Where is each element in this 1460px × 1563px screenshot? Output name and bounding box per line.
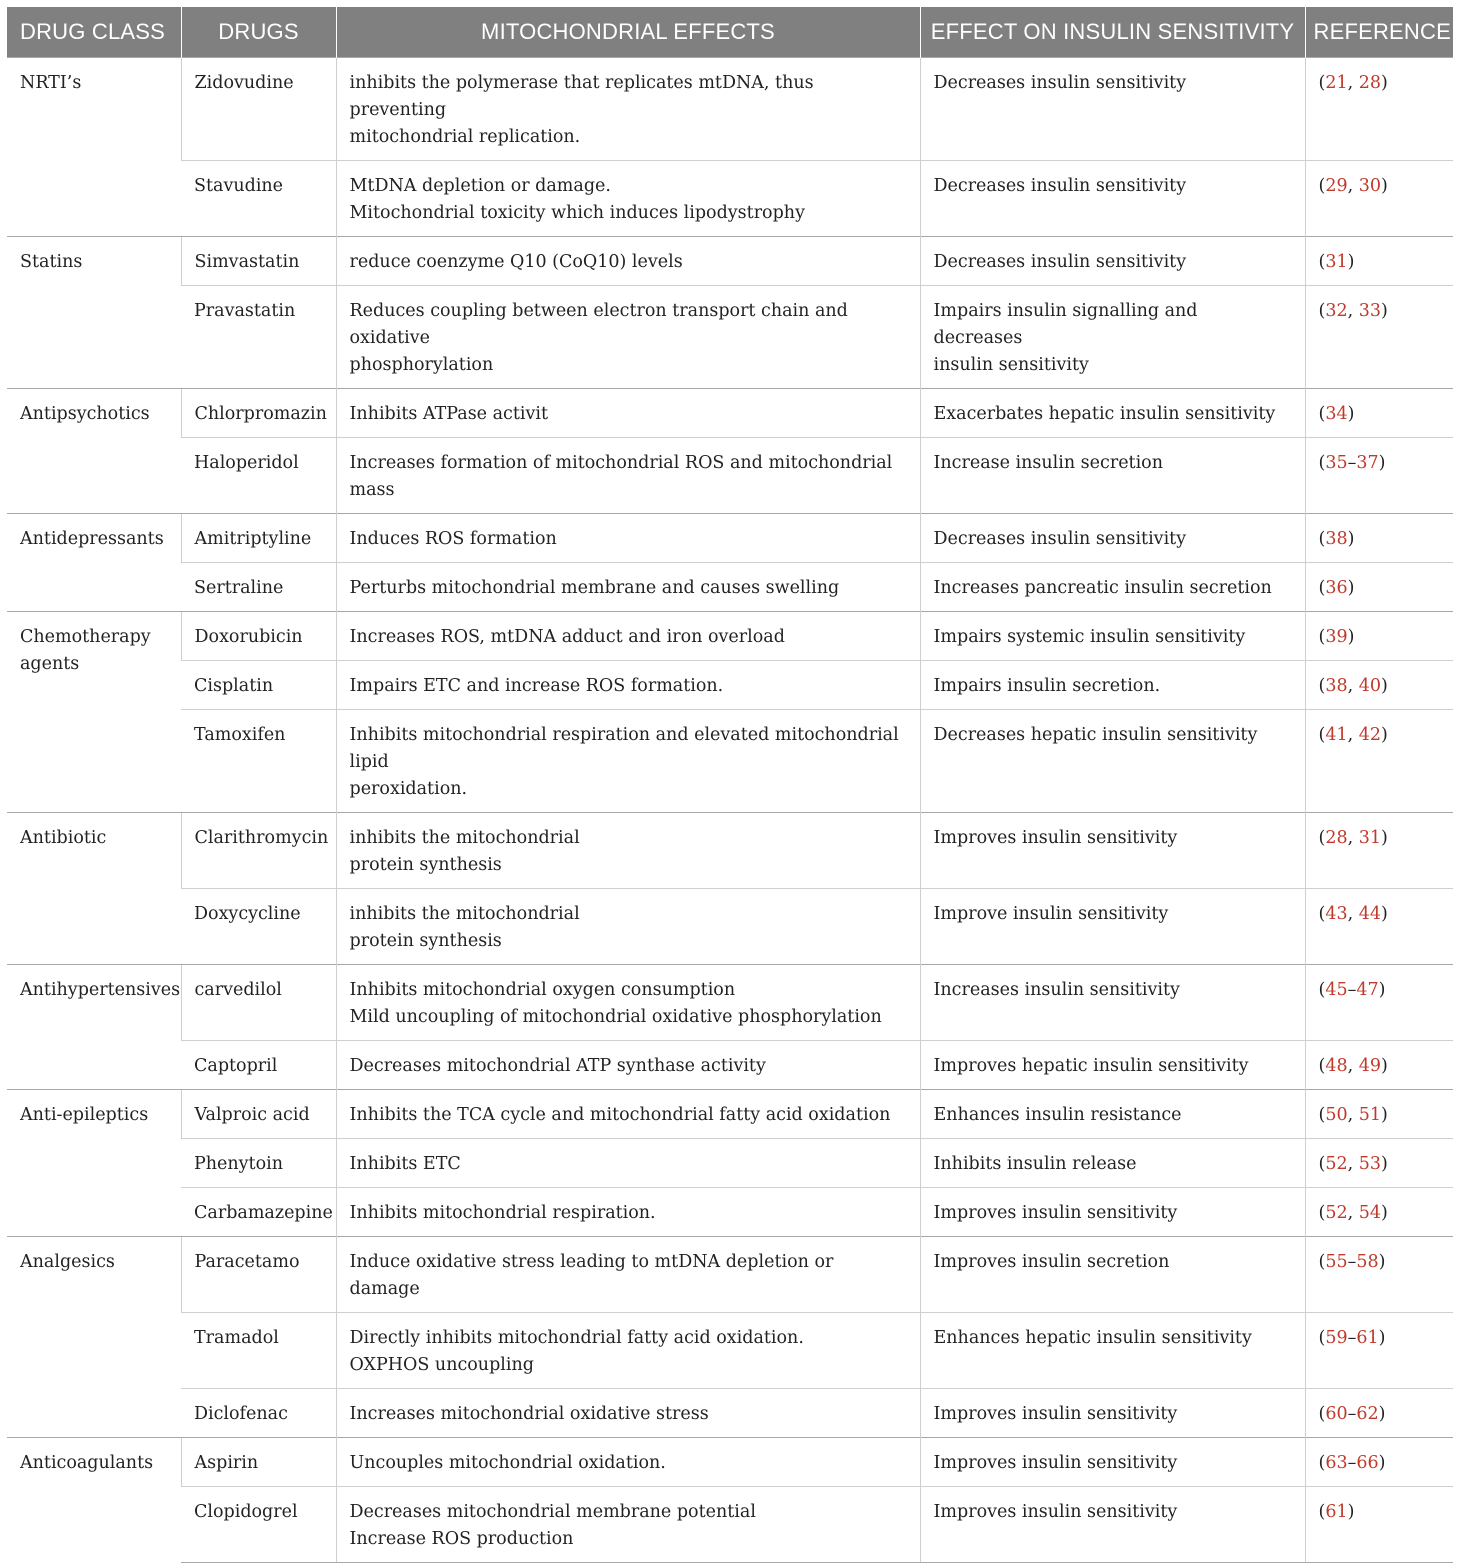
effect-line: Increase ROS production bbox=[349, 1529, 574, 1549]
reference-link[interactable]: 31 bbox=[1358, 828, 1382, 848]
reference-link[interactable]: 51 bbox=[1358, 1105, 1382, 1125]
table-row bbox=[7, 438, 1453, 514]
table-row bbox=[7, 965, 1453, 1041]
reference-link[interactable]: 66 bbox=[1356, 1453, 1379, 1473]
table-row bbox=[7, 58, 1453, 161]
effect-line: mitochondrial replication. bbox=[349, 127, 581, 147]
insulin-effect-cell bbox=[920, 1313, 1305, 1389]
reference-link[interactable]: 41 bbox=[1325, 725, 1348, 745]
insulin-effect-cell bbox=[920, 563, 1305, 612]
insulin-effect-cell bbox=[920, 1139, 1305, 1188]
drug-name-cell: Cisplatin bbox=[181, 661, 336, 710]
effect-line: phosphorylation bbox=[349, 355, 494, 375]
reference-link[interactable]: 43 bbox=[1325, 904, 1348, 924]
insulin-effect-line: Enhances hepatic insulin sensitivity bbox=[933, 1328, 1252, 1348]
reference-separator: , bbox=[1347, 1203, 1359, 1223]
reference-cell: (35–37) bbox=[1305, 438, 1453, 514]
drug-name-cell: Haloperidol bbox=[181, 438, 336, 514]
insulin-effect-line: Increase insulin secretion bbox=[933, 453, 1163, 473]
reference-cell: (38) bbox=[1305, 514, 1453, 563]
effect-line: Inhibits mitochondrial oxygen consumption bbox=[349, 980, 736, 1000]
insulin-effect-cell bbox=[920, 1487, 1305, 1563]
reference-link[interactable]: 38 bbox=[1325, 676, 1348, 696]
effect-line: Inhibits mitochondrial respiration and elevated mitochondrial lipid bbox=[349, 725, 899, 772]
reference-separator: – bbox=[1347, 1252, 1357, 1272]
reference-link[interactable]: 50 bbox=[1325, 1105, 1348, 1125]
reference-separator: – bbox=[1347, 1404, 1357, 1424]
mitochondrial-effects-cell bbox=[336, 1237, 920, 1313]
reference-link[interactable]: 59 bbox=[1325, 1328, 1348, 1348]
drug-class-cell: Chemotherapy agents bbox=[7, 612, 181, 813]
reference-cell: (39) bbox=[1305, 612, 1453, 661]
reference-link[interactable]: 38 bbox=[1325, 529, 1348, 549]
mitochondrial-effects-cell bbox=[336, 1389, 920, 1438]
reference-link[interactable]: 45 bbox=[1325, 980, 1348, 1000]
reference-link[interactable]: 39 bbox=[1325, 627, 1348, 647]
reference-link[interactable]: 28 bbox=[1325, 828, 1348, 848]
reference-cell: (28, 31) bbox=[1305, 813, 1453, 889]
reference-link[interactable]: 55 bbox=[1325, 1252, 1348, 1272]
effect-line: protein synthesis bbox=[349, 855, 502, 875]
table-row bbox=[7, 1487, 1453, 1563]
effect-line: Perturbs mitochondrial membrane and causes swelling bbox=[349, 578, 840, 598]
table-row bbox=[7, 389, 1453, 438]
reference-separator: – bbox=[1347, 980, 1357, 1000]
mitochondrial-effects-cell bbox=[336, 1313, 920, 1389]
reference-separator: , bbox=[1347, 828, 1359, 848]
table-row bbox=[7, 1313, 1453, 1389]
drug-name-cell: Clarithromycin bbox=[181, 813, 336, 889]
drug-name-cell: Valproic acid bbox=[181, 1090, 336, 1139]
reference-cell: (60–62) bbox=[1305, 1389, 1453, 1438]
reference-separator: – bbox=[1347, 1328, 1357, 1348]
table-row bbox=[7, 813, 1453, 889]
reference-separator: , bbox=[1347, 676, 1359, 696]
drug-name-cell: carvedilol bbox=[181, 965, 336, 1041]
effect-line: Inhibits mitochondrial respiration. bbox=[349, 1203, 656, 1223]
reference-cell: (50, 51) bbox=[1305, 1090, 1453, 1139]
reference-link[interactable]: 40 bbox=[1358, 676, 1382, 696]
reference-cell: (55–58) bbox=[1305, 1237, 1453, 1313]
reference-link[interactable]: 52 bbox=[1325, 1154, 1348, 1174]
reference-cell: (43, 44) bbox=[1305, 889, 1453, 965]
table-row bbox=[7, 1237, 1453, 1313]
drug-mitochondria-table bbox=[7, 7, 1453, 1563]
drug-name-cell: Tramadol bbox=[181, 1313, 336, 1389]
insulin-effect-cell bbox=[920, 286, 1305, 389]
drug-name-cell: Diclofenac bbox=[181, 1389, 336, 1438]
reference-link[interactable]: 53 bbox=[1358, 1154, 1382, 1174]
table-header-row bbox=[7, 7, 1453, 58]
drug-class-cell: Antibiotic bbox=[7, 813, 181, 965]
reference-separator: – bbox=[1347, 1453, 1357, 1473]
drug-name-cell: Aspirin bbox=[181, 1438, 336, 1487]
reference-cell: (45–47) bbox=[1305, 965, 1453, 1041]
insulin-effect-cell bbox=[920, 1041, 1305, 1090]
insulin-effect-cell bbox=[920, 813, 1305, 889]
insulin-effect-line: Decreases insulin sensitivity bbox=[933, 176, 1187, 196]
reference-cell: (21, 28) bbox=[1305, 58, 1453, 161]
drug-name-cell: Pravastatin bbox=[181, 286, 336, 389]
table-row bbox=[7, 563, 1453, 612]
reference-separator: , bbox=[1347, 176, 1359, 196]
reference-link[interactable]: 35 bbox=[1325, 453, 1348, 473]
reference-cell: (59–61) bbox=[1305, 1313, 1453, 1389]
reference-cell: (38, 40) bbox=[1305, 661, 1453, 710]
effect-line: Mitochondrial toxicity which induces lipodystrophy bbox=[349, 203, 805, 223]
effect-line: Directly inhibits mitochondrial fatty acid oxidation. bbox=[349, 1328, 804, 1348]
reference-cell: (52, 53) bbox=[1305, 1139, 1453, 1188]
reference-separator: , bbox=[1347, 904, 1359, 924]
reference-link[interactable]: 63 bbox=[1325, 1453, 1348, 1473]
insulin-effect-line: Improve insulin sensitivity bbox=[933, 904, 1169, 924]
reference-cell: (52, 54) bbox=[1305, 1188, 1453, 1237]
effect-line: Reduces coupling between electron transport chain and oxidative bbox=[349, 301, 848, 348]
insulin-effect-cell bbox=[920, 1237, 1305, 1313]
drug-name-cell: Amitriptyline bbox=[181, 514, 336, 563]
insulin-effect-line: Impairs insulin secretion. bbox=[933, 676, 1161, 696]
drug-class-cell: NRTI’s bbox=[7, 58, 181, 237]
header-reference: REFERENCE bbox=[1305, 7, 1453, 58]
table-row bbox=[7, 889, 1453, 965]
reference-cell: (32, 33) bbox=[1305, 286, 1453, 389]
reference-separator: , bbox=[1347, 73, 1359, 93]
mitochondrial-effects-cell bbox=[336, 965, 920, 1041]
insulin-effect-line: Improves insulin sensitivity bbox=[933, 1203, 1178, 1223]
reference-link[interactable]: 29 bbox=[1325, 176, 1348, 196]
effect-line: Inhibits the TCA cycle and mitochondrial fatty acid oxidation bbox=[349, 1105, 891, 1125]
mitochondrial-effects-cell bbox=[336, 1188, 920, 1237]
reference-cell: (31) bbox=[1305, 237, 1453, 286]
effect-line: inhibits the polymerase that replicates mtDNA, thus preventing bbox=[349, 73, 814, 120]
reference-link[interactable]: 47 bbox=[1356, 980, 1379, 1000]
header-mitochondrial-effects: MITOCHONDRIAL EFFECTS bbox=[336, 7, 920, 58]
mitochondrial-effects-cell bbox=[336, 514, 920, 563]
effect-line: protein synthesis bbox=[349, 931, 502, 951]
table-row bbox=[7, 661, 1453, 710]
table-row bbox=[7, 514, 1453, 563]
effect-line: Inhibits ETC bbox=[349, 1154, 461, 1174]
drug-name-cell: Chlorpromazin bbox=[181, 389, 336, 438]
mitochondrial-effects-cell bbox=[336, 661, 920, 710]
insulin-effect-line: Improves insulin sensitivity bbox=[933, 828, 1178, 848]
reference-link[interactable]: 42 bbox=[1358, 725, 1382, 745]
effect-line: peroxidation. bbox=[349, 779, 468, 799]
drug-class-cell: Antihypertensives bbox=[7, 965, 181, 1090]
reference-link[interactable]: 62 bbox=[1356, 1404, 1379, 1424]
effect-line: Increases mitochondrial oxidative stress bbox=[349, 1404, 709, 1424]
drug-name-cell: Doxorubicin bbox=[181, 612, 336, 661]
table-row bbox=[7, 1041, 1453, 1090]
reference-link[interactable]: 58 bbox=[1356, 1252, 1379, 1272]
reference-link[interactable]: 60 bbox=[1325, 1404, 1348, 1424]
insulin-effect-line: Increases insulin sensitivity bbox=[933, 980, 1180, 1000]
mitochondrial-effects-cell bbox=[336, 286, 920, 389]
insulin-effect-line: Improves insulin secretion bbox=[933, 1252, 1170, 1272]
reference-link[interactable]: 28 bbox=[1358, 73, 1382, 93]
effect-line: Increases ROS, mtDNA adduct and iron overload bbox=[349, 627, 785, 647]
table-row bbox=[7, 161, 1453, 237]
reference-link[interactable]: 52 bbox=[1325, 1203, 1348, 1223]
effect-line: inhibits the mitochondrial bbox=[349, 904, 580, 924]
effect-line: Decreases mitochondrial ATP synthase activity bbox=[349, 1056, 766, 1076]
drug-name-cell: Paracetamo bbox=[181, 1237, 336, 1313]
drug-class-cell: Antidepressants bbox=[7, 514, 181, 612]
mitochondrial-effects-cell bbox=[336, 612, 920, 661]
drug-class-cell: Anti-epileptics bbox=[7, 1090, 181, 1237]
insulin-effect-line: Inhibits insulin release bbox=[933, 1154, 1137, 1174]
insulin-effect-cell bbox=[920, 389, 1305, 438]
mitochondrial-effects-cell bbox=[336, 563, 920, 612]
drug-name-cell: Zidovudine bbox=[181, 58, 336, 161]
drug-name-cell: Carbamazepine bbox=[181, 1188, 336, 1237]
reference-link[interactable]: 34 bbox=[1325, 404, 1348, 424]
insulin-effect-line: Decreases insulin sensitivity bbox=[933, 73, 1187, 93]
drug-table-container bbox=[7, 7, 1453, 1563]
mitochondrial-effects-cell bbox=[336, 58, 920, 161]
header-insulin-effect: EFFECT ON INSULIN SENSITIVITY bbox=[920, 7, 1305, 58]
insulin-effect-cell bbox=[920, 1090, 1305, 1139]
insulin-effect-line: insulin sensitivity bbox=[933, 355, 1089, 375]
table-body bbox=[7, 58, 1453, 1563]
drug-name-cell: Tamoxifen bbox=[181, 710, 336, 813]
insulin-effect-cell bbox=[920, 889, 1305, 965]
insulin-effect-cell bbox=[920, 438, 1305, 514]
insulin-effect-line: Decreases insulin sensitivity bbox=[933, 529, 1187, 549]
table-row bbox=[7, 1188, 1453, 1237]
table-row bbox=[7, 286, 1453, 389]
reference-cell: (63–66) bbox=[1305, 1438, 1453, 1487]
reference-separator: , bbox=[1347, 1056, 1359, 1076]
insulin-effect-line: Impairs systemic insulin sensitivity bbox=[933, 627, 1246, 647]
mitochondrial-effects-cell bbox=[336, 1041, 920, 1090]
insulin-effect-line: Improves insulin sensitivity bbox=[933, 1453, 1178, 1473]
insulin-effect-cell bbox=[920, 612, 1305, 661]
reference-cell: (36) bbox=[1305, 563, 1453, 612]
insulin-effect-line: Enhances insulin resistance bbox=[933, 1105, 1182, 1125]
drug-class-cell: Antipsychotics bbox=[7, 389, 181, 514]
insulin-effect-cell bbox=[920, 161, 1305, 237]
effect-line: Mild uncoupling of mitochondrial oxidative phosphorylation bbox=[349, 1007, 882, 1027]
insulin-effect-cell bbox=[920, 965, 1305, 1041]
drug-name-cell: Simvastatin bbox=[181, 237, 336, 286]
effect-line: Induce oxidative stress leading to mtDNA depletion or damage bbox=[349, 1252, 834, 1299]
effect-line: Inhibits ATPase activit bbox=[349, 404, 548, 424]
reference-link[interactable]: 61 bbox=[1325, 1502, 1348, 1522]
effect-line: inhibits the mitochondrial bbox=[349, 828, 580, 848]
reference-link[interactable]: 30 bbox=[1358, 176, 1382, 196]
reference-link[interactable]: 37 bbox=[1356, 453, 1379, 473]
reference-cell: (41, 42) bbox=[1305, 710, 1453, 813]
insulin-effect-cell bbox=[920, 58, 1305, 161]
reference-cell: (48, 49) bbox=[1305, 1041, 1453, 1090]
effect-line: Induces ROS formation bbox=[349, 529, 557, 549]
insulin-effect-line: Decreases insulin sensitivity bbox=[933, 252, 1187, 272]
insulin-effect-cell bbox=[920, 710, 1305, 813]
mitochondrial-effects-cell bbox=[336, 237, 920, 286]
table-row bbox=[7, 612, 1453, 661]
effect-line: Impairs ETC and increase ROS formation. bbox=[349, 676, 724, 696]
header-drug-class: DRUG CLASS bbox=[7, 7, 181, 58]
reference-link[interactable]: 61 bbox=[1356, 1328, 1379, 1348]
insulin-effect-cell bbox=[920, 661, 1305, 710]
table-row bbox=[7, 237, 1453, 286]
reference-link[interactable]: 32 bbox=[1325, 301, 1348, 321]
insulin-effect-line: Increases pancreatic insulin secretion bbox=[933, 578, 1272, 598]
insulin-effect-line: Improves insulin sensitivity bbox=[933, 1404, 1178, 1424]
mitochondrial-effects-cell bbox=[336, 1487, 920, 1563]
reference-cell: (61) bbox=[1305, 1487, 1453, 1563]
effect-line: OXPHOS uncoupling bbox=[349, 1355, 534, 1375]
reference-separator: , bbox=[1347, 725, 1359, 745]
reference-separator: , bbox=[1347, 1105, 1359, 1125]
reference-link[interactable]: 33 bbox=[1358, 301, 1382, 321]
mitochondrial-effects-cell bbox=[336, 813, 920, 889]
drug-name-cell: Sertraline bbox=[181, 563, 336, 612]
drug-class-cell: Analgesics bbox=[7, 1237, 181, 1438]
drug-class-cell: Anticoagulants bbox=[7, 1438, 181, 1563]
mitochondrial-effects-cell bbox=[336, 710, 920, 813]
reference-link[interactable]: 49 bbox=[1358, 1056, 1382, 1076]
header-drugs: DRUGS bbox=[181, 7, 336, 58]
mitochondrial-effects-cell bbox=[336, 389, 920, 438]
drug-name-cell: Stavudine bbox=[181, 161, 336, 237]
insulin-effect-cell bbox=[920, 1438, 1305, 1487]
reference-separator: , bbox=[1347, 301, 1359, 321]
reference-cell: (29, 30) bbox=[1305, 161, 1453, 237]
effect-line: reduce coenzyme Q10 (CoQ10) levels bbox=[349, 252, 683, 272]
reference-link[interactable]: 44 bbox=[1358, 904, 1382, 924]
table-row bbox=[7, 710, 1453, 813]
reference-link[interactable]: 54 bbox=[1358, 1203, 1382, 1223]
reference-separator: , bbox=[1347, 1154, 1359, 1174]
reference-link[interactable]: 48 bbox=[1325, 1056, 1348, 1076]
insulin-effect-cell bbox=[920, 237, 1305, 286]
mitochondrial-effects-cell bbox=[336, 1090, 920, 1139]
mitochondrial-effects-cell bbox=[336, 889, 920, 965]
effect-line: Decreases mitochondrial membrane potential bbox=[349, 1502, 756, 1522]
drug-name-cell: Doxycycline bbox=[181, 889, 336, 965]
reference-link[interactable]: 36 bbox=[1325, 578, 1348, 598]
mitochondrial-effects-cell bbox=[336, 161, 920, 237]
drug-name-cell: Captopril bbox=[181, 1041, 336, 1090]
insulin-effect-cell bbox=[920, 514, 1305, 563]
reference-cell: (34) bbox=[1305, 389, 1453, 438]
mitochondrial-effects-cell bbox=[336, 1139, 920, 1188]
table-row bbox=[7, 1389, 1453, 1438]
insulin-effect-line: Improves hepatic insulin sensitivity bbox=[933, 1056, 1249, 1076]
effect-line: Uncouples mitochondrial oxidation. bbox=[349, 1453, 666, 1473]
effect-line: MtDNA depletion or damage. bbox=[349, 176, 611, 196]
mitochondrial-effects-cell bbox=[336, 1438, 920, 1487]
table-row bbox=[7, 1090, 1453, 1139]
effect-line: Increases formation of mitochondrial ROS and mitochondrial mass bbox=[349, 453, 893, 500]
insulin-effect-line: Impairs insulin signalling and decreases bbox=[933, 301, 1198, 348]
mitochondrial-effects-cell bbox=[336, 438, 920, 514]
reference-link[interactable]: 31 bbox=[1325, 252, 1348, 272]
insulin-effect-line: Decreases hepatic insulin sensitivity bbox=[933, 725, 1258, 745]
drug-name-cell: Clopidogrel bbox=[181, 1487, 336, 1563]
insulin-effect-cell bbox=[920, 1389, 1305, 1438]
reference-separator: – bbox=[1347, 453, 1357, 473]
insulin-effect-line: Improves insulin sensitivity bbox=[933, 1502, 1178, 1522]
table-row bbox=[7, 1139, 1453, 1188]
reference-link[interactable]: 21 bbox=[1325, 73, 1348, 93]
table-row bbox=[7, 1438, 1453, 1487]
drug-name-cell: Phenytoin bbox=[181, 1139, 336, 1188]
insulin-effect-cell bbox=[920, 1188, 1305, 1237]
drug-class-cell: Statins bbox=[7, 237, 181, 389]
insulin-effect-line: Exacerbates hepatic insulin sensitivity bbox=[933, 404, 1276, 424]
